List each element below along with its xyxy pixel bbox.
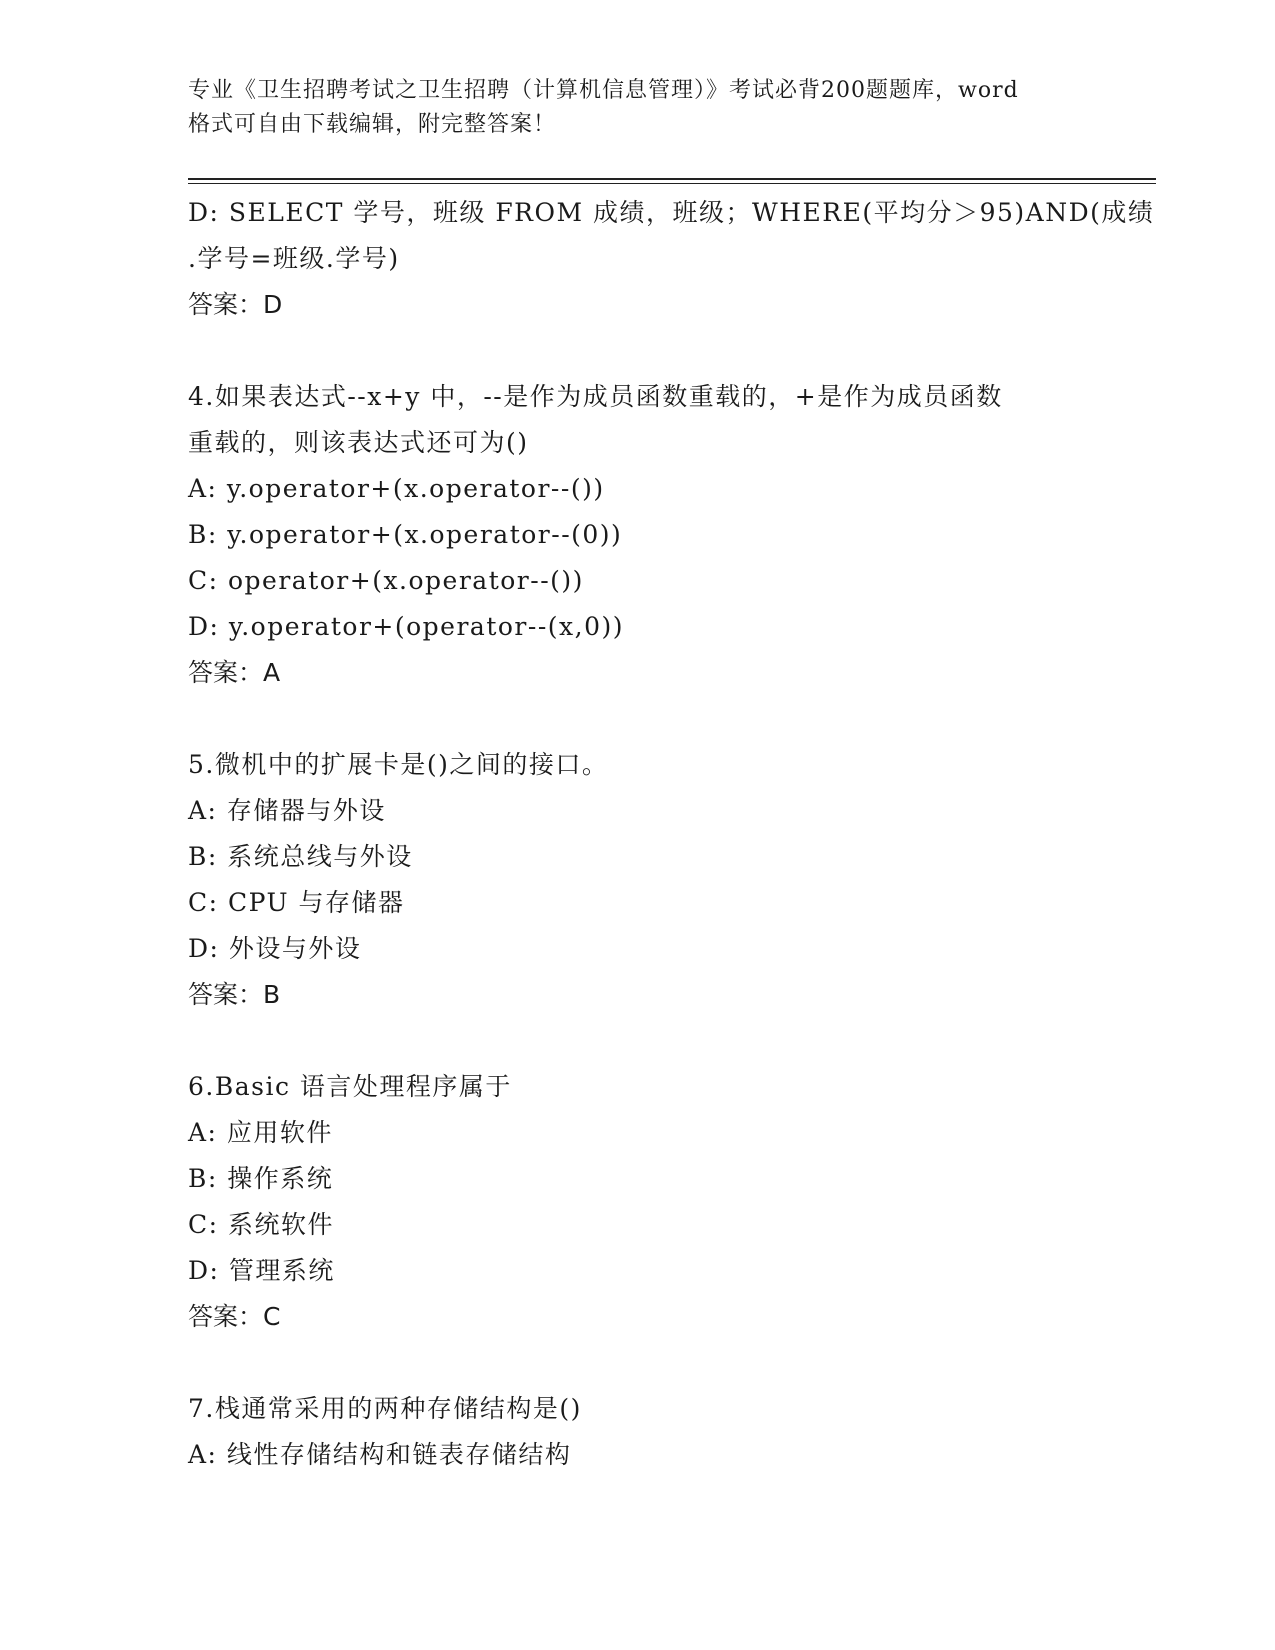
- option-d: D: y.operator+(operator--(x,0)): [188, 612, 624, 641]
- option-c: C: CPU 与存储器: [188, 888, 405, 917]
- question-stem-line-1: 4.如果表达式--x+y 中，--是作为成员函数重载的，+是作为成员函数: [188, 382, 1003, 411]
- option-a: A: 线性存储结构和链表存储结构: [188, 1440, 572, 1469]
- option-a: A: 应用软件: [188, 1118, 333, 1147]
- answer-label: 答案：D: [188, 290, 283, 319]
- header-divider-thick: [188, 178, 1156, 180]
- question-stem: 7.栈通常采用的两种存储结构是(): [188, 1394, 582, 1423]
- question-stem: 5.微机中的扩展卡是()之间的接口。: [188, 750, 609, 779]
- option-c: C: 系统软件: [188, 1210, 334, 1239]
- question-5: [188, 742, 1088, 1018]
- answer-label: 答案：B: [188, 980, 281, 1009]
- header-line-1: 专业《卫生招聘考试之卫生招聘（计算机信息管理）》考试必背200题题库，word: [188, 78, 1019, 103]
- spacer: [188, 1018, 1088, 1064]
- option-c: C: operator+(x.operator--()): [188, 566, 584, 595]
- spacer: [188, 1340, 1088, 1386]
- option-d-line-2: .学号=班级.学号): [188, 244, 400, 273]
- option-a: A: 存储器与外设: [188, 796, 386, 825]
- question-3-tail: [188, 190, 1155, 328]
- spacer: [188, 696, 1088, 742]
- option-a: A: y.operator+(x.operator--()): [188, 474, 605, 503]
- spacer: [188, 328, 1088, 374]
- option-b: B: 系统总线与外设: [188, 842, 413, 871]
- option-d-line-1: D: SELECT 学号，班级 FROM 成绩，班级；WHERE(平均分＞95)AND(成绩: [188, 198, 1155, 227]
- option-d: D: 管理系统: [188, 1256, 335, 1285]
- option-d: D: 外设与外设: [188, 934, 362, 963]
- question-stem: 6.Basic 语言处理程序属于: [188, 1072, 512, 1101]
- question-4: [188, 374, 1088, 696]
- document-header: [188, 74, 1108, 142]
- header-line-2: 格式可自由下载编辑，附完整答案！: [188, 112, 557, 137]
- question-stem-line-2: 重载的，则该表达式还可为(): [188, 428, 529, 457]
- answer-label: 答案：C: [188, 1302, 281, 1331]
- answer-label: 答案：A: [188, 658, 281, 687]
- question-list: [188, 190, 1155, 1478]
- option-b: B: 操作系统: [188, 1164, 334, 1193]
- header-divider-thin: [188, 183, 1156, 184]
- question-7: [188, 1386, 1088, 1478]
- question-6: [188, 1064, 1088, 1340]
- option-b: B: y.operator+(x.operator--(0)): [188, 520, 623, 549]
